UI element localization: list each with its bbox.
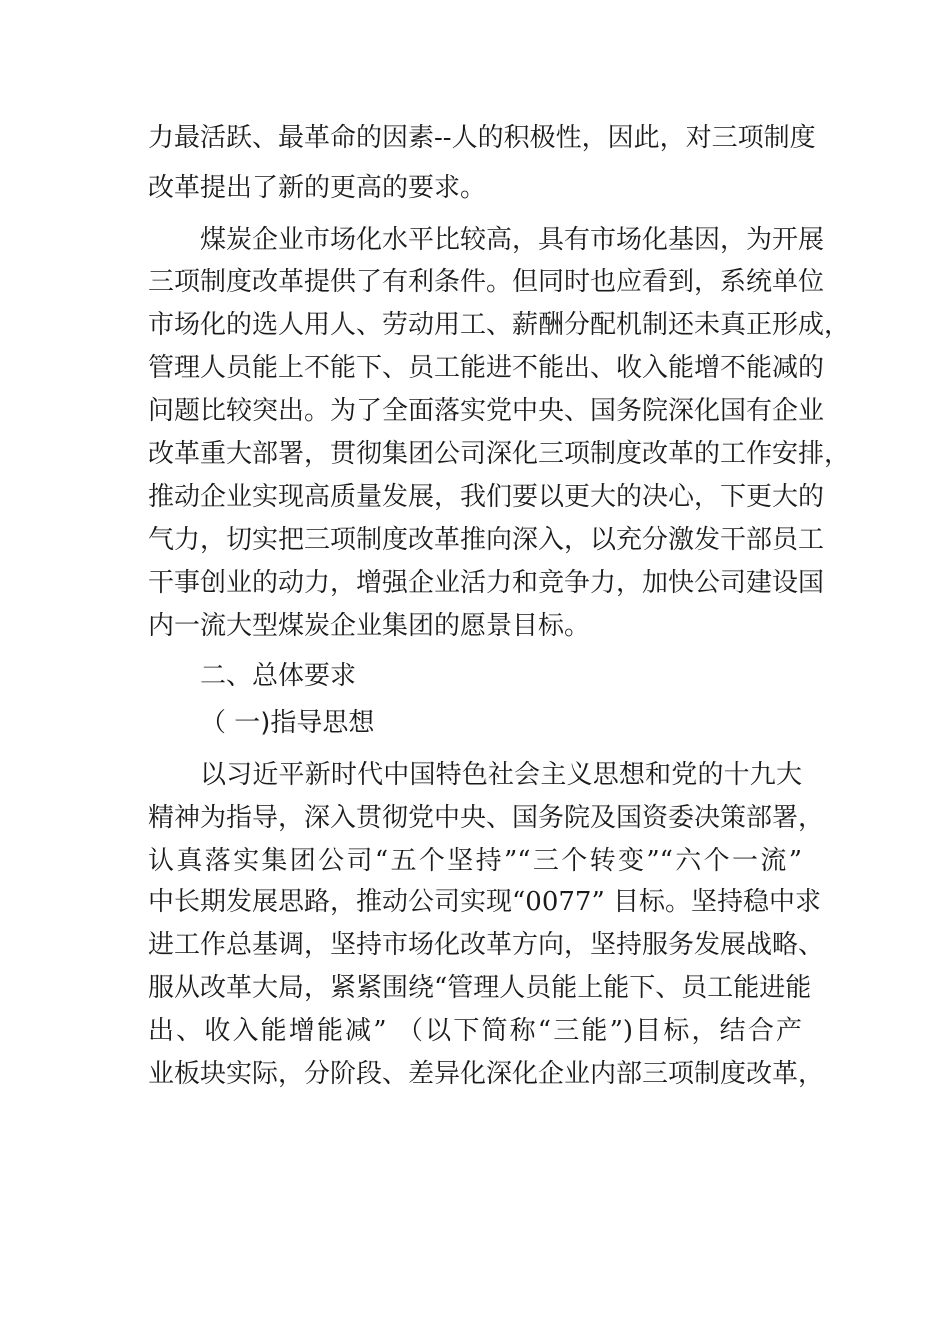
- section-heading: 二、总体要求: [200, 661, 357, 691]
- text-line: 改革提出了新的更高的要求。: [148, 173, 487, 203]
- paragraph-first-line: 煤炭企业市场化水平比较高，具有市场化基因，为开展: [200, 225, 825, 255]
- text-line: 进工作总基调，坚持市场化改革方向，坚持服务发展战略、: [148, 930, 825, 960]
- paragraph-first-line: 以习近平新时代中国特色社会主义思想和党的十九大: [200, 760, 802, 790]
- text-line: 力最活跃、最革命的因素--人的积极性，因此，对三项制度: [148, 123, 816, 153]
- text-line: 服从改革大局，紧紧围绕“管理人员能上能下、员工能进能: [148, 973, 812, 1003]
- text-line: 内一流大型煤炭企业集团的愿景目标。: [148, 611, 591, 641]
- text-line: 推动企业实现高质量发展，我们要以更大的决心，下更大的: [148, 482, 825, 512]
- text-line: 三项制度改革提供了有利条件。但同时也应看到，系统单位: [148, 267, 825, 297]
- text-line: 出、收入能增能减” （以下简称“三能”)目标，结合产: [148, 1016, 802, 1046]
- text-line: 中长期发展思路，推动公司实现“0077” 目标。坚持稳中求: [148, 887, 822, 917]
- subsection-heading: （ 一)指导思想: [200, 708, 375, 738]
- text-line: 市场化的选人用人、劳动用工、薪酬分配机制还未真正形成，: [148, 310, 851, 340]
- text-line: 改革重大部署，贯彻集团公司深化三项制度改革的工作安排，: [148, 439, 851, 469]
- text-line: 气力，切实把三项制度改革推向深入，以充分激发干部员工: [148, 525, 825, 555]
- text-line: 业板块实际，分阶段、差异化深化企业内部三项制度改革，: [148, 1059, 825, 1089]
- text-line: 干事创业的动力，增强企业活力和竞争力，加快公司建设国: [148, 568, 825, 598]
- text-line: 认真落实集团公司“五个坚持”“三个转变”“六个一流”: [148, 846, 802, 876]
- text-line: 问题比较突出。为了全面落实党中央、国务院深化国有企业: [148, 396, 825, 426]
- text-line: 管理人员能上不能下、员工能进不能出、收入能增不能减的: [148, 353, 825, 383]
- text-line: 精神为指导，深入贯彻党中央、国务院及国资委决策部署，: [148, 803, 825, 833]
